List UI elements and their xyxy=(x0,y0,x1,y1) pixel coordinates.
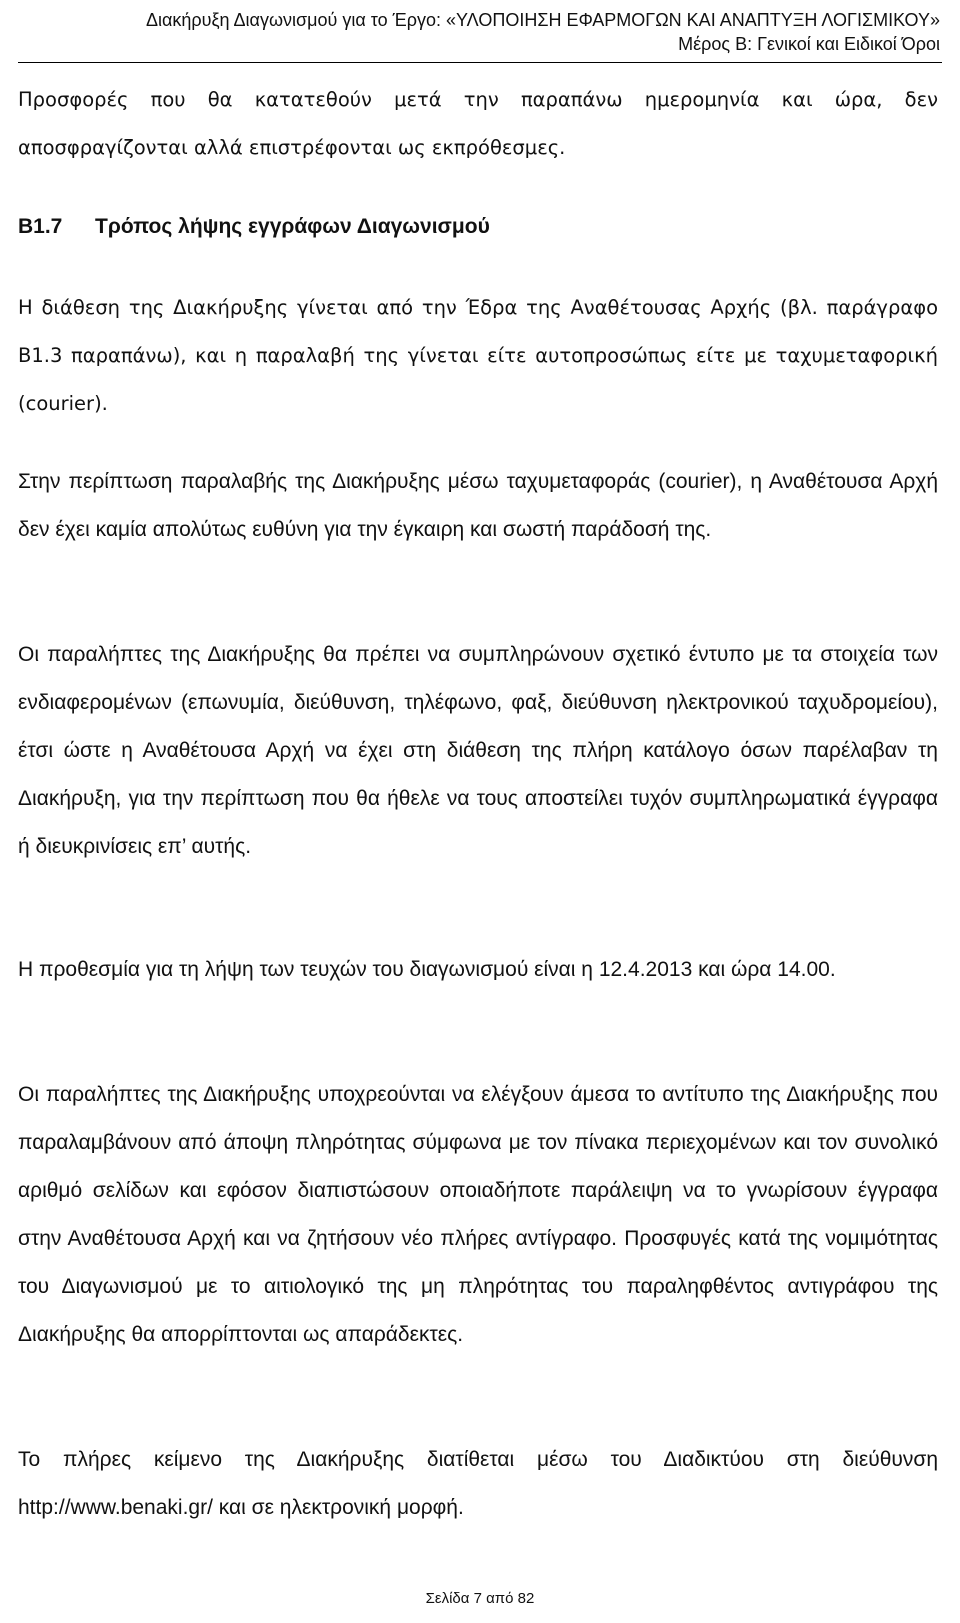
section-title: Τρόπος λήψης εγγράφων Διαγωνισμού xyxy=(95,215,490,238)
section-heading xyxy=(18,203,938,251)
paragraph-deadline: Η προθεσμία για τη λήψη των τευχών του διαγωνισμού είναι η 12.4.2013 και ώρα 14.00. xyxy=(18,958,836,981)
intro-paragraph: Προσφορές που θα κατατεθούν μετά την παραπάνω ημερομηνία και ώρα, δεν αποσφραγίζονται αλλά επιστρέφονται ως εκπρόθεσμες. xyxy=(18,88,938,159)
paragraph-online-availability: Το πλήρες κείμενο της Διακήρυξης διατίθεται μέσω του Διαδικτύου στη διεύθυνση http://www.benaki.gr/ και σε ηλεκτρονική μορφή. xyxy=(18,1448,938,1519)
paragraph-courier: Στην περίπτωση παραλαβής της Διακήρυξης μέσω ταχυμεταφοράς (courier), η Αναθέτουσα Αρχή δεν έχει καμία απολύτως ευθύνη για την έγκαιρη και σωστή παράδοσή της. xyxy=(18,470,938,541)
header-subtitle: Μέρος Β: Γενικοί και Ειδικοί Όροι xyxy=(678,34,940,54)
page-number: Σελίδα 7 από 82 xyxy=(425,1590,535,1607)
header-divider xyxy=(18,62,942,63)
paragraph-completeness-check: Οι παραλήπτες της Διακήρυξης υποχρεούνται να ελέγξουν άμεσα το αντίτυπο της Διακήρυξης που παραλαμβάνουν από άποψη πληρότητας σύμφωνα με τον πίνακα περιεχομένων και τον συνολικό αριθμό σελίδων και εφόσον διαπιστώσουν οποιαδήποτε παράλειψη να το γνωρίσουν έγγραφα στην Αναθέτουσα Αρχή και να ζητήσουν νέο πλήρες αντίγραφο. Προσφυγές κατά της νομιμότητας του Διαγωνισμού με το αιτιολογικό της μη πληρότητας του παραληφθέντος αντιγράφου της Διακήρυξης θα απορρίπτονται ως απαράδεκτες. xyxy=(18,1083,938,1346)
paragraph-recipients-form: Οι παραλήπτες της Διακήρυξης θα πρέπει να συμπληρώνουν σχετικό έντυπο με τα στοιχεία των ενδιαφερομένων (επωνυμία, διεύθυνση, τηλέφωνο, φαξ, διεύθυνση ηλεκτρονικού ταχυδρομείου), έτσι ώστε η Αναθέτουσα Αρχή να έχει στη διάθεση της πλήρη κατάλογο όσων παρέλαβαν τη Διακήρυξη, για την περίπτωση που θα ήθελε να τους αποστείλει τυχόν συμπληρωματικά έγγραφα ή διευκρινίσεις επ’ αυτής. xyxy=(18,643,938,858)
paragraph-availability: Η διάθεση της Διακήρυξης γίνεται από την Έδρα της Αναθέτουσας Αρχής (βλ. παράγραφο Β1.3 παραπάνω), και η παραλαβή της γίνεται είτε αυτοπροσώπως είτε με ταχυμεταφορική (courier). xyxy=(18,296,938,415)
header-title: Διακήρυξη Διαγωνισμού για το Έργο: «ΥΛΟΠΟΙΗΣΗ ΕΦΑΡΜΟΓΩΝ ΚΑΙ ΑΝΑΠΤΥΞΗ ΛΟΓΙΣΜΙΚΟΥ» xyxy=(145,10,940,30)
section-number: Β1.7 xyxy=(18,215,63,238)
